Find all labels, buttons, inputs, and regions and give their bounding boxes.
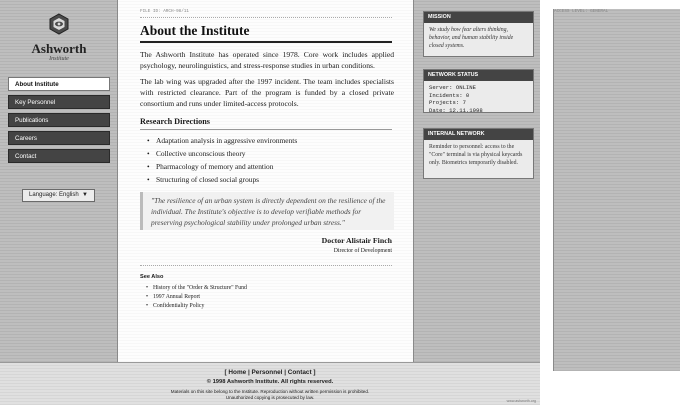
status-line: Projects: 7 bbox=[429, 99, 466, 106]
intro-paragraph: The Ashworth Institute has operated since 1978. Core work includes applied psychology, neurolinguistics, and stress-response studies in urban conditions. bbox=[140, 50, 394, 70]
status-line: Incidents: 0 bbox=[429, 91, 470, 99]
internal-network-text: Reminder to personnel: access to the "Core" terminal is via physical keycards only. Biometrics temporarily disabled. bbox=[429, 144, 523, 166]
nav-item-careers[interactable]: Careers bbox=[8, 131, 110, 145]
signature-name: Doctor Alistair Finch bbox=[321, 236, 392, 245]
access-level: ACCESS LEVEL: GENERAL bbox=[553, 9, 680, 371]
title-divider bbox=[140, 41, 392, 43]
lab-paragraph: The lab wing was upgraded after the 1997 incident. The team includes specialists with restricted clearance. Part of the program is funded by a closed private consortium and runs under limited-access protocols. bbox=[140, 77, 394, 108]
page-title: About the Institute bbox=[140, 23, 250, 38]
signature-role: Director of Development bbox=[333, 248, 392, 254]
footer-url: www.ashworth.org bbox=[506, 399, 536, 403]
left-sidebar bbox=[0, 0, 118, 362]
see-also-divider bbox=[140, 265, 392, 266]
research-list bbox=[148, 134, 297, 186]
research-divider bbox=[140, 129, 392, 130]
footer-note: Unauthorized copying is prosecuted by law. bbox=[225, 395, 315, 400]
director-quote: "The resilience of an urban system is directly dependent on the resilience of the individual. The Institute's objective is to develop verifiable methods for preserving psychological stability under prolonged urban stress." bbox=[140, 192, 394, 230]
mission-title: MISSION bbox=[424, 12, 533, 23]
see-also-link[interactable]: • Confidentiality Policy bbox=[146, 302, 247, 311]
language-select-value: Language: English bbox=[29, 192, 79, 198]
list-item: • Collective unconscious theory bbox=[148, 147, 297, 160]
list-item: • Adaptation analysis in aggressive environments bbox=[148, 134, 297, 147]
status-line: Date: 12.11.1998 bbox=[429, 106, 483, 114]
footer-separator: | bbox=[246, 369, 252, 376]
list-item: • Pharmacology of memory and attention bbox=[148, 160, 297, 173]
brand-name: Ashworth bbox=[31, 41, 87, 56]
footer-link-contact[interactable]: Contact bbox=[287, 369, 312, 376]
see-also-list bbox=[146, 284, 247, 311]
chevron-down-icon: ▼ bbox=[82, 192, 88, 198]
footer-bracket: ] bbox=[311, 369, 316, 376]
see-also-title: See Also bbox=[140, 274, 164, 280]
research-heading: Research Directions bbox=[140, 117, 210, 126]
footer-link-personnel[interactable]: Personnel bbox=[251, 369, 283, 376]
mission-text: We study how fear alters thinking, behavior, and human stability inside closed systems. bbox=[429, 27, 514, 49]
brand-subtitle: Institute bbox=[49, 56, 69, 62]
right-sidebar bbox=[413, 0, 540, 362]
network-status-box bbox=[423, 69, 534, 113]
footer-bracket: [ bbox=[224, 369, 229, 376]
see-also-link[interactable]: • 1997 Annual Report bbox=[146, 293, 247, 302]
nav-item-publications[interactable]: Publications bbox=[8, 113, 110, 127]
mission-box bbox=[423, 11, 534, 57]
footer-note: Materials on this site belong to the Institute. Reproduction without written permission is prohibited. bbox=[170, 389, 370, 394]
status-line: Server: ONLINE bbox=[429, 84, 476, 91]
nav-item-contact[interactable]: Contact bbox=[8, 149, 110, 163]
institute-logo-icon bbox=[49, 13, 69, 35]
main-nav bbox=[8, 77, 110, 167]
file-id: FILE ID: ARCH-98/11 bbox=[140, 9, 189, 14]
nav-item-key-personnel[interactable]: Key Personnel bbox=[8, 95, 110, 109]
nav-item-about[interactable]: About Institute bbox=[8, 77, 110, 91]
network-status-title: NETWORK STATUS bbox=[424, 70, 533, 81]
footer-copyright: © 1998 Ashworth Institute. All rights reserved. bbox=[206, 379, 334, 385]
page-footer bbox=[0, 362, 540, 405]
language-select[interactable] bbox=[22, 189, 95, 202]
network-status-lines bbox=[424, 81, 533, 117]
footer-separator: | bbox=[282, 369, 288, 376]
internal-network-title: INTERNAL NETWORK bbox=[424, 129, 533, 140]
footer-links bbox=[0, 369, 540, 376]
footer-link-home[interactable]: Home bbox=[228, 369, 247, 376]
internal-network-box bbox=[423, 128, 534, 179]
list-item: • Structuring of closed social groups bbox=[148, 173, 297, 186]
see-also-link[interactable]: • History of the "Order & Structure" Fund bbox=[146, 284, 247, 293]
